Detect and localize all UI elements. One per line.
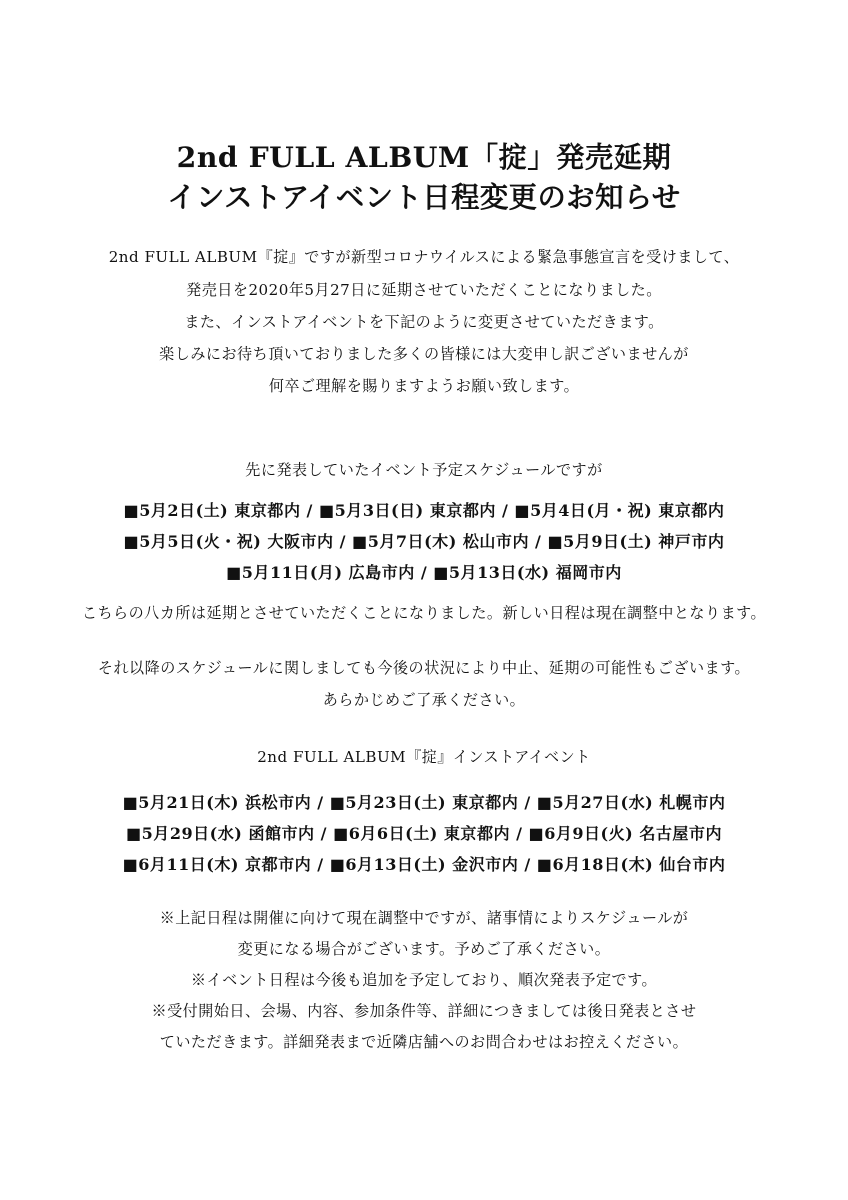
- postponed-note: こちらの八カ所は延期とさせていただくことになりました。新しい日程は現在調整中となります。: [81, 604, 767, 622]
- title-line-2: インストアイベント日程変更のお知らせ: [167, 180, 681, 214]
- later-schedule-line-1: それ以降のスケジュールに関しましても今後の状況により中止、延期の可能性もございます。: [97, 659, 751, 677]
- intro-line-2: 発売日を2020年5月27日に延期させていただくことになりました。: [186, 281, 662, 299]
- note-line-4: ※受付開始日、会場、内容、参加条件等、詳細につきましては後日発表とさせ: [151, 1002, 697, 1020]
- intro-line-1: 2nd FULL ALBUM『掟』ですが新型コロナウイルスによる緊急事態宣言を受けまして、: [108, 248, 740, 266]
- previous-schedule-line-1: ■5月2日(土) 東京都内 / ■5月3日(日) 東京都内 / ■5月4日(月・祝) 東京都内: [123, 501, 725, 520]
- note-line-2: 変更になる場合がございます。予めご了承ください。: [237, 940, 611, 958]
- previous-schedule-line-3: ■5月11日(月) 広島市内 / ■5月13日(水) 福岡市内: [226, 563, 622, 582]
- instore-heading: 2nd FULL ALBUM『掟』インストアイベント: [257, 748, 591, 766]
- previous-schedule-heading: 先に発表していたイベント予定スケジュールですが: [245, 461, 603, 479]
- title-line-1: 2nd FULL ALBUM「掟」発売延期: [176, 140, 672, 174]
- instore-schedule-line-3: ■6月11日(木) 京都市内 / ■6月13日(土) 金沢市内 / ■6月18日(木) 仙台市内: [122, 855, 726, 874]
- previous-schedule-line-2: ■5月5日(火・祝) 大阪市内 / ■5月7日(木) 松山市内 / ■5月9日(土) 神戸市内: [123, 532, 725, 551]
- intro-line-4: 楽しみにお待ち頂いておりました多くの皆様には大変申し訳ございませんが: [159, 345, 689, 363]
- instore-schedule-line-1: ■5月21日(木) 浜松市内 / ■5月23日(土) 東京都内 / ■5月27日(水) 札幌市内: [122, 793, 726, 812]
- note-line-3: ※イベント日程は今後も追加を予定しており、順次発表予定です。: [190, 971, 658, 989]
- note-line-1: ※上記日程は開催に向けて現在調整中ですが、諸事情によりスケジュールが: [159, 909, 689, 927]
- intro-line-5: 何卒ご理解を賜りますようお願い致します。: [268, 377, 580, 395]
- intro-line-3: また、インストアイベントを下記のように変更させていただきます。: [184, 313, 664, 331]
- later-schedule-line-2: あらかじめご了承ください。: [322, 691, 526, 709]
- note-line-5: ていただきます。詳細発表まで近隣店舗へのお問合わせはお控えください。: [159, 1033, 689, 1051]
- instore-schedule-line-2: ■5月29日(水) 函館市内 / ■6月6日(土) 東京都内 / ■6月9日(火) 名古屋市内: [126, 824, 722, 843]
